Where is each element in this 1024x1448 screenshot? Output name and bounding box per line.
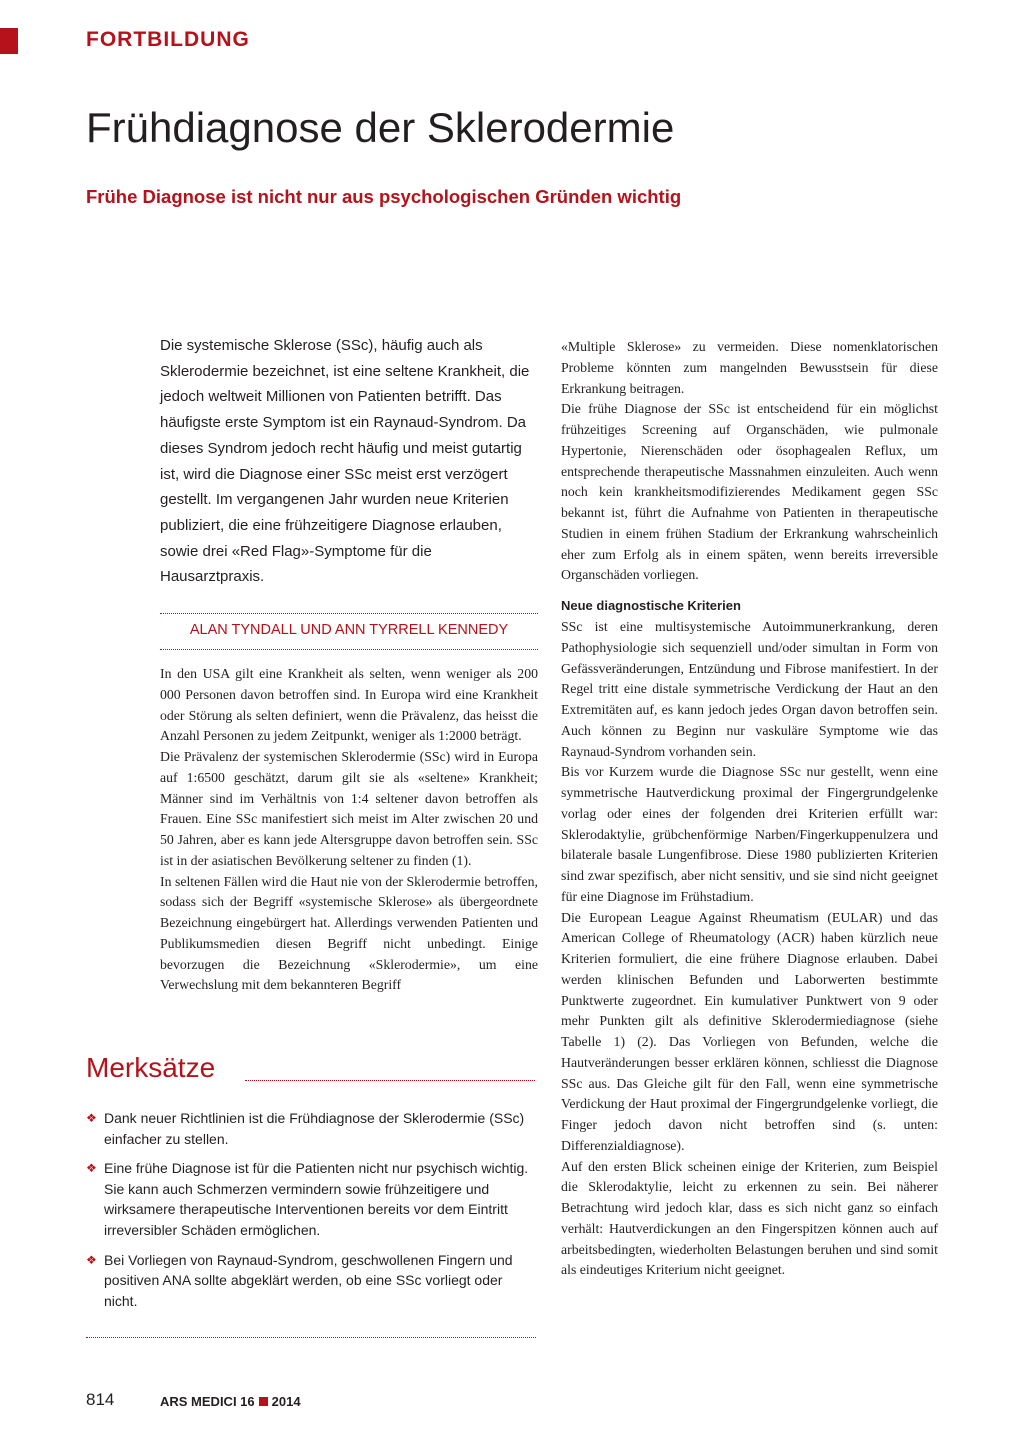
article-title: Frühdiagnose der Sklerodermie (86, 104, 675, 151)
journal-name: ARS MEDICI 16 (160, 1394, 255, 1409)
key-point-item (86, 1250, 536, 1312)
square-separator-icon (259, 1397, 268, 1406)
diamond-bullet-icon: ❖ (86, 1252, 97, 1267)
lead-paragraph: Die systemische Sklerose (SSc), häufig auch als Sklerodermie bezeichnet, ist eine seltene Krankheit, die jedoch weltweit Millionen von Patienten betrifft. Das häufigste erste Symptom ist ein Raynaud-Syndrom. Da dieses Syndrom jedoch recht häufig und meist gutartig ist, wird die Diagnose einer SSc meist erst verzögert gestellt. Im vergangenen Jahr wurden neue Kriterien publiziert, die eine frühzeitigere Diagnose erlauben, sowie drei «Red Flag»-Symptome für die Hausarztpraxis. (160, 337, 530, 586)
key-points-bottom-rule (86, 1337, 536, 1338)
key-point-text: Dank neuer Richtlinien ist die Frühdiagnose der Sklerodermie (SSc) einfacher zu stellen. (104, 1110, 525, 1147)
author-line: ALAN TYNDALL UND ANN TYRRELL KENNEDY (189, 622, 509, 638)
body-paragraph: Auf den ersten Blick scheinen einige der Kriterien, zum Beispiel die Sklerodaktylie, leicht zu erkennen zu sein. Bei näherer Betrachtung wird jedoch klar, dass es sich nicht ganz so einfach verhält: Hautverdickungen an den Fingerspitzen können auch auf arbeitsbedingten, wiederholten Belastungen beruhen und sind somit als eindeutiges Kriterium nicht geeignet. (561, 1158, 938, 1278)
body-paragraph: Die Prävalenz der systemischen Sklerodermie (SSc) wird in Europa auf 1:6500 geschätzt, darum gilt sie als «seltene» Krankheit; Männer sind im Verhältnis von 1:4 seltener davon betroffen als Frauen. Eine SSc manifestiert sich meist im Alter zwischen 20 und 50 Jahren, aber es kann jede Altersgruppe davon betroffen sein. SSc ist in der asiatischen Bevölkerung seltener zu finden (1). (160, 749, 538, 868)
author-divider-top (160, 613, 538, 614)
key-point-text: Bei Vorliegen von Raynaud-Syndrom, geschwollenen Fingern und positiven ANA sollte abgeklärt werden, ob eine SSc vorliegt oder nicht. (104, 1251, 513, 1309)
key-point-text: Eine frühe Diagnose ist für die Patienten nicht nur psychisch wichtig. Sie kann auch Schmerzen vermindern sowie frühzeitigere und wirksamere therapeutische Interventionen bereits vor dem Eintritt irreversibler Schäden ermöglichen. (104, 1160, 529, 1238)
page-number: 814 (86, 1390, 115, 1409)
key-points-title-rule (245, 1080, 535, 1081)
key-point-item (86, 1108, 536, 1149)
section-label: FORTBILDUNG (86, 28, 250, 51)
diamond-bullet-icon: ❖ (86, 1161, 97, 1176)
body-column-left (160, 664, 538, 1040)
body-paragraph: In den USA gilt eine Krankheit als selten, wenn weniger als 200 000 Personen davon betroffen sind. In Europa wird eine Krankheit oder Störung als selten definiert, wenn die Prävalenz, das heisst die Anzahl Personen zu jedem Zeitpunkt, weniger als 1:2000 beträgt. (160, 666, 538, 744)
diamond-bullet-icon: ❖ (86, 1111, 97, 1125)
key-point-item (86, 1158, 536, 1240)
section-heading: Neue diagnostische Kriterien (561, 598, 741, 613)
key-points-title: Merksätze (86, 1052, 216, 1083)
article-subtitle: Frühe Diagnose ist nicht nur aus psychologischen Gründen wichtig (86, 186, 682, 207)
body-column-right (561, 337, 938, 1347)
body-paragraph: Die European League Against Rheumatism (EULAR) und das American College of Rheumatology (ACR) haben kürzlich neue Kriterien formuliert, die eine frühere Diagnose erlauben. Dabei werden klinischen Befunden und Laborwerten bestimmte Punktwerte zugeordnet. Ein kumulativer Punktwert von 9 oder mehr Punkten gilt als definitive Sklerodermiediagnose (siehe Tabelle 1) (2). Das Vorliegen von Befunden, welche die Hautveränderungen besser erklären können, schliesst die Diagnose SSc aus. Das Gleiche gilt für den Fall, wenn eine symmetrische Verdickung der Haut proximal der Fingergrundgelenke vorliegt, die Finger jedoch davon nicht betroffen sind (s. unten: Differenzialdiagnose). (561, 909, 938, 1153)
section-marker (0, 28, 18, 54)
body-paragraph: SSc ist eine multisystemische Autoimmunerkrankung, deren Pathophysiologie sich sequenziell und/oder simultan in Form von Gefässveränderungen, Entzündung und Fibrose manifestiert. In der Regel tritt eine distale symmetrische Verdickung der Haut an den Extremitäten auf, es kann jedoch jedes Organ davon betroffen sein. Auch können zu Beginn nur vaskuläre Symptome wie das Raynaud-Syndrom vorhanden sein. (561, 619, 938, 759)
author-divider-bottom (160, 649, 538, 650)
body-paragraph: Bis vor Kurzem wurde die Diagnose SSc nur gestellt, wenn eine symmetrische Hautverdickung proximal der Fingergrundgelenke vorlag oder eines der folgenden drei Kriterien erfüllt war: Sklerodaktylie, grübchenförmige Narben/Fingerkuppenulzera und bilaterale basale Lungenfibrose. Diese 1980 publizierten Kriterien sind zwar spezifisch, aber nicht sensitiv, und sie sind nicht geeignet für eine Diagnose im Frühstadium. (561, 764, 938, 904)
body-paragraph: Die frühe Diagnose der SSc ist entscheidend für ein möglichst frühzeitiges Screening auf Organschäden, wie pulmonale Hypertonie, Nierenschäden oder ösophagealen Reflux, um entsprechende therapeutische Massnahmen einzuleiten. Auch wenn noch kein krankheitsmodifizierendes Medikament gegen SSc bekannt ist, führt die Aufnahme von Patienten in therapeutische Studien in einem frühen Stadium der Erkrankung wahrscheinlich eher zum Erfolg als in einem späten, wenn bereits irreversible Organschäden vorliegen. (561, 401, 938, 583)
journal-footer (160, 1394, 301, 1409)
key-points-list (86, 1108, 536, 1320)
journal-year: 2014 (271, 1394, 301, 1409)
body-paragraph: In seltenen Fällen wird die Haut nie von der Sklerodermie betroffen, sodass sich der Begriff «systemische Sklerose» als übergeordnete Bezeichnung eingebürgert hat. Allerdings verwenden Patienten und Publikumsmedien diesen Begriff nicht unbedingt. Einige bevorzugen die Bezeichnung «Sklerodermie», um eine Verwechslung mit dem bekannteren Begriff (160, 873, 538, 993)
body-paragraph: «Multiple Sklerose» zu vermeiden. Diese nomenklatorischen Probleme könnten zum mangelnden Bewusstsein für diese Erkrankung beitragen. (561, 339, 938, 396)
